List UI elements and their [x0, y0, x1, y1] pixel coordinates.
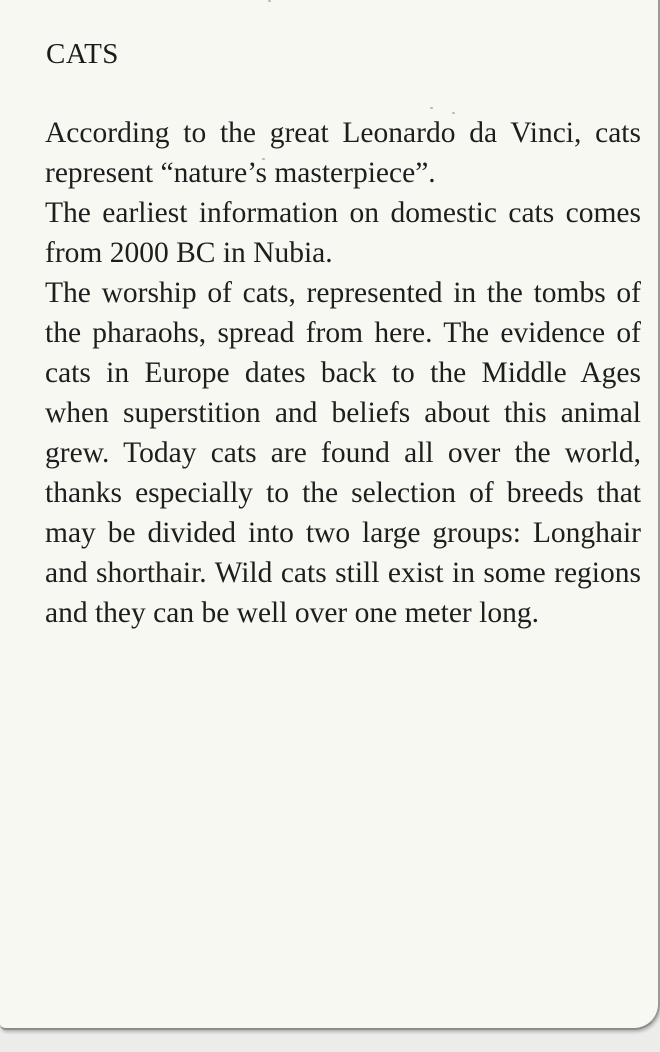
card-body: [45, 113, 641, 633]
paragraph-origin: The earliest information on domestic cats comes from 2000 BC in Nubia.: [45, 197, 641, 269]
paper-speck: [268, 0, 271, 2]
paragraph-history: The worship of cats, represented in the tombs of the pharaohs, spread from here. The evidence of cats in Europe dates back to the Middle Ages when superstition and beliefs about this animal grew. Today cats are found all over the world, thanks especially to the selection of breeds that may be divided into two large groups: Longhair and shorthair. Wild cats still exist in some regions and they can be well over one meter long.: [45, 277, 641, 629]
card-title: CATS: [46, 38, 119, 70]
paper-speck: [430, 107, 433, 109]
paragraph-intro: According to the great Leonardo da Vinci, cats represent “nature’s masterpiece”.: [45, 117, 641, 189]
